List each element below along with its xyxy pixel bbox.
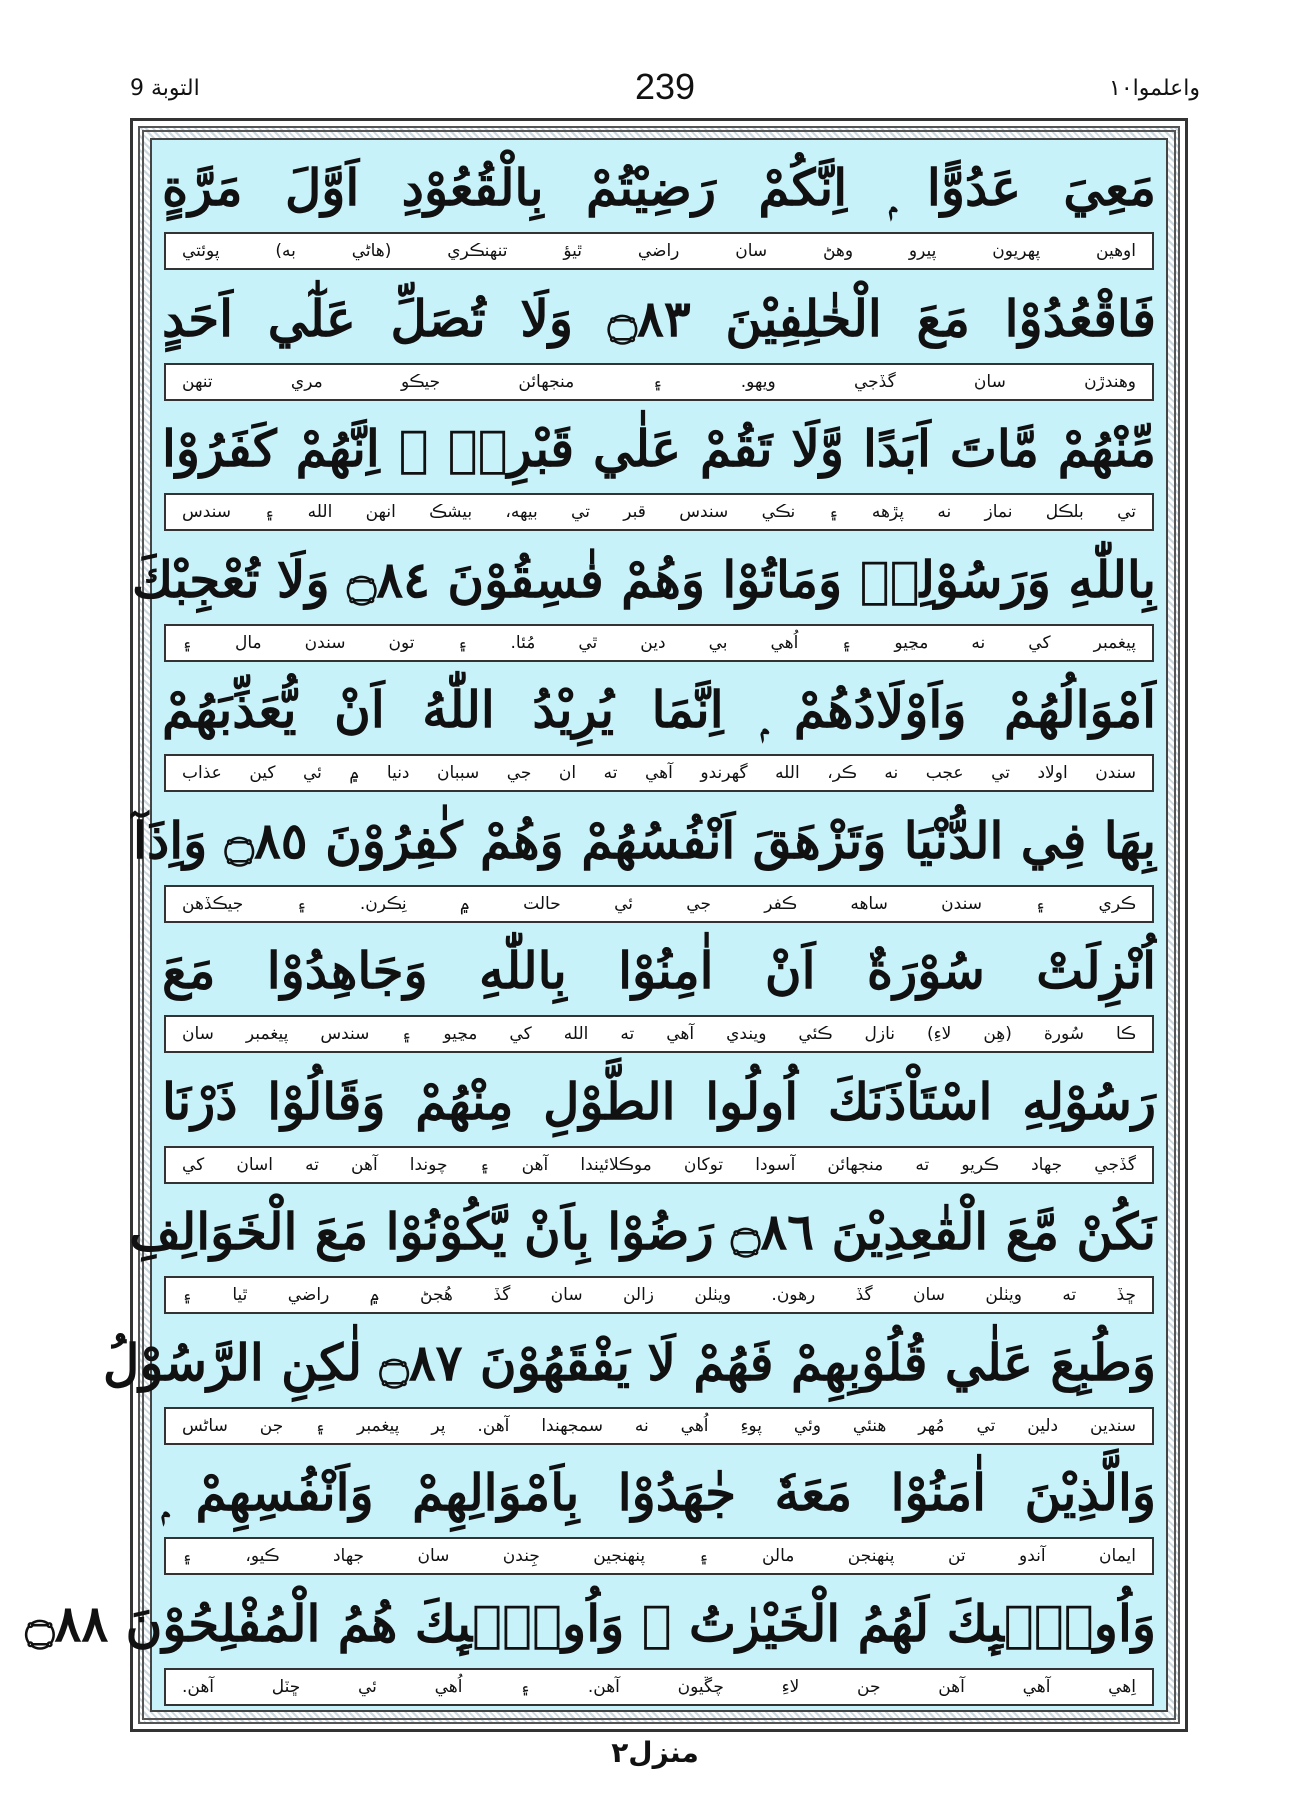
verse-line-block xyxy=(131,536,1160,667)
sindhi-translation-line: اِهي آهي آهن جن لاءِ چڱيون آهن. ۽ اُهي ئي ڇٽل آهن. xyxy=(164,1668,1154,1706)
page-header xyxy=(130,66,1200,116)
arabic-verse-line: فَاقْعُدُوْا مَعَ الْخٰلِفِيْنَ ۝٨٣ وَلَا تُصَلِّ عَلٰٓي اَحَدٍ xyxy=(162,288,1157,348)
verse-line-block xyxy=(158,1058,1160,1189)
sindhi-translation-line: گڏجي جهاد ڪريو ته منجهائن آسودا توکان موڪلائيندا آهن ۽ چوندا آهن ته اسان کي xyxy=(164,1146,1154,1184)
sindhi-translation-line: ايمان آندو تن پنهنجن مالن ۽ پنهنجين جِندن سان جهاد ڪيو، ۽ xyxy=(164,1537,1154,1575)
text-panel xyxy=(25,138,1168,1712)
sindhi-translation-line: ڇڏ ته ويٺلن سان گڏ رهون. ويٺلن زالن سان گڏ هُجڻ ۾ راضي ٿيا ۽ xyxy=(164,1276,1154,1314)
arabic-verse-line: مِّنْهُمْ مَّاتَ اَبَدًا وَّلَا تَقُمْ عَلٰي قَبْرِهٖ ۭ اِنَّهُمْ كَفَرُوْا xyxy=(162,419,1156,478)
verse-line-block xyxy=(158,666,1160,797)
sindhi-translation-line: تي بلڪل نماز نه پڙهه ۽ نڪي سندس قبر تي بيهه، بيشڪ انهن الله ۽ سندس xyxy=(164,493,1154,531)
manzil-marker: منزل٢ xyxy=(611,1736,699,1769)
sindhi-translation-line: سندين دلين تي مُهر هنئي وئي پوءِ اُهي نه سمجهندا آهن. پر پيغمبر ۽ جن ساڻس xyxy=(164,1407,1154,1445)
surah-name: التوبة 9 xyxy=(130,76,200,101)
verse-line-block xyxy=(133,797,1160,928)
sindhi-translation-line: اوهين پهريون پيرو وهڻ سان راضي ٿيؤ تنهنڪري (هاڻي به) پوئتي xyxy=(164,232,1154,270)
arabic-verse-line: نَكُنْ مَّعَ الْقٰعِدِيْنَ ۝٨٦ رَضُوْا بِاَنْ يَّكُوْنُوْا مَعَ الْخَوَالِفِ xyxy=(129,1202,1156,1261)
arabic-verse-line: بِهَا فِي الدُّنْيَا وَتَزْهَقَ اَنْفُسُهُمْ وَهُمْ كٰفِرُوْنَ ۝٨٥ وَاِذَآ xyxy=(133,810,1156,870)
arabic-verse-line: وَاُولٰۗىِٕكَ لَهُمُ الْخَيْرٰتُ ۡ وَاُولٰۗىِٕكَ هُمُ الْمُفْلِحُوْنَ ۝٨٨ xyxy=(25,1593,1156,1653)
arabic-verse-line: اُنْزِلَتْ سُوْرَةٌ اَنْ اٰمِنُوْا بِاللّٰهِ وَجَاهِدُوْا مَعَ xyxy=(162,941,1156,1000)
verse-line-block xyxy=(25,1580,1160,1711)
verse-line-block xyxy=(158,405,1160,536)
arabic-verse-line: اَمْوَالُهُمْ وَاَوْلَادُهُمْ ۭ اِنَّمَا يُرِيْدُ اللّٰهُ اَنْ يُّعَذِّبَهُمْ xyxy=(162,680,1156,739)
page-frame xyxy=(25,118,1188,1732)
verse-line-block xyxy=(158,927,1160,1058)
para-name: واعلموا١٠ xyxy=(1109,76,1200,101)
sindhi-translation-line: پيغمبر کي نه مڃيو ۽ اُهي بي دين ٿي مُئا. ۽ تون سندن مال ۽ xyxy=(164,624,1154,662)
arabic-verse-line: وَالَّذِيْنَ اٰمَنُوْا مَعَهٗ جٰهَدُوْا بِاَمْوَالِهِمْ وَاَنْفُسِهِمْ ۭ xyxy=(162,1463,1156,1522)
verse-line-block xyxy=(158,275,1160,406)
verse-line-block xyxy=(102,1319,1160,1450)
arabic-verse-line: وَطُبِعَ عَلٰي قُلُوْبِهِمْ فَهُمْ لَا يَفْقَهُوْنَ ۝٨٧ لٰكِنِ الرَّسُوْلُ xyxy=(102,1332,1156,1392)
sindhi-translation-line: ڪري ۽ سندن ساهه ڪفر جي ئي حالت ۾ نِڪرن. ۽ جيڪڏهن xyxy=(164,885,1154,923)
arabic-verse-line: مَعِيَ عَدُوًّا ۭ اِنَّكُمْ رَضِيْتُمْ بِالْقُعُوْدِ اَوَّلَ مَرَّةٍ xyxy=(162,158,1156,217)
verse-line-block xyxy=(129,1188,1160,1319)
sindhi-translation-line: ڪا سُورة (هِن لاءِ) نازل ڪئي ويندي آهي ته الله کي مڃيو ۽ سندس پيغمبر سان xyxy=(164,1015,1154,1053)
sindhi-translation-line: سندن اولاد تي عجب نه ڪر، الله گهرندو آهي ته ان جي سببان دنيا ۾ ئي کين عذاب xyxy=(164,754,1154,792)
arabic-verse-line: رَسُوْلِهِ اسْتَاْذَنَكَ اُولُوا الطَّوْلِ مِنْهُمْ وَقَالُوْا ذَرْنَا xyxy=(162,1071,1156,1131)
verse-line-block xyxy=(158,144,1160,275)
verse-line-block xyxy=(158,1449,1160,1580)
decorative-border xyxy=(25,126,1180,1724)
arabic-verse-line: بِاللّٰهِ وَرَسُوْلِهٖ وَمَاتُوْا وَهُمْ فٰسِقُوْنَ ۝٨٤ وَلَا تُعْجِبْكَ xyxy=(131,549,1156,609)
sindhi-translation-line: وهندڙن سان گڏجي ويهو. ۽ منجهائن جيڪو مري تنهن xyxy=(164,363,1154,401)
page-number: 239 xyxy=(634,66,696,107)
